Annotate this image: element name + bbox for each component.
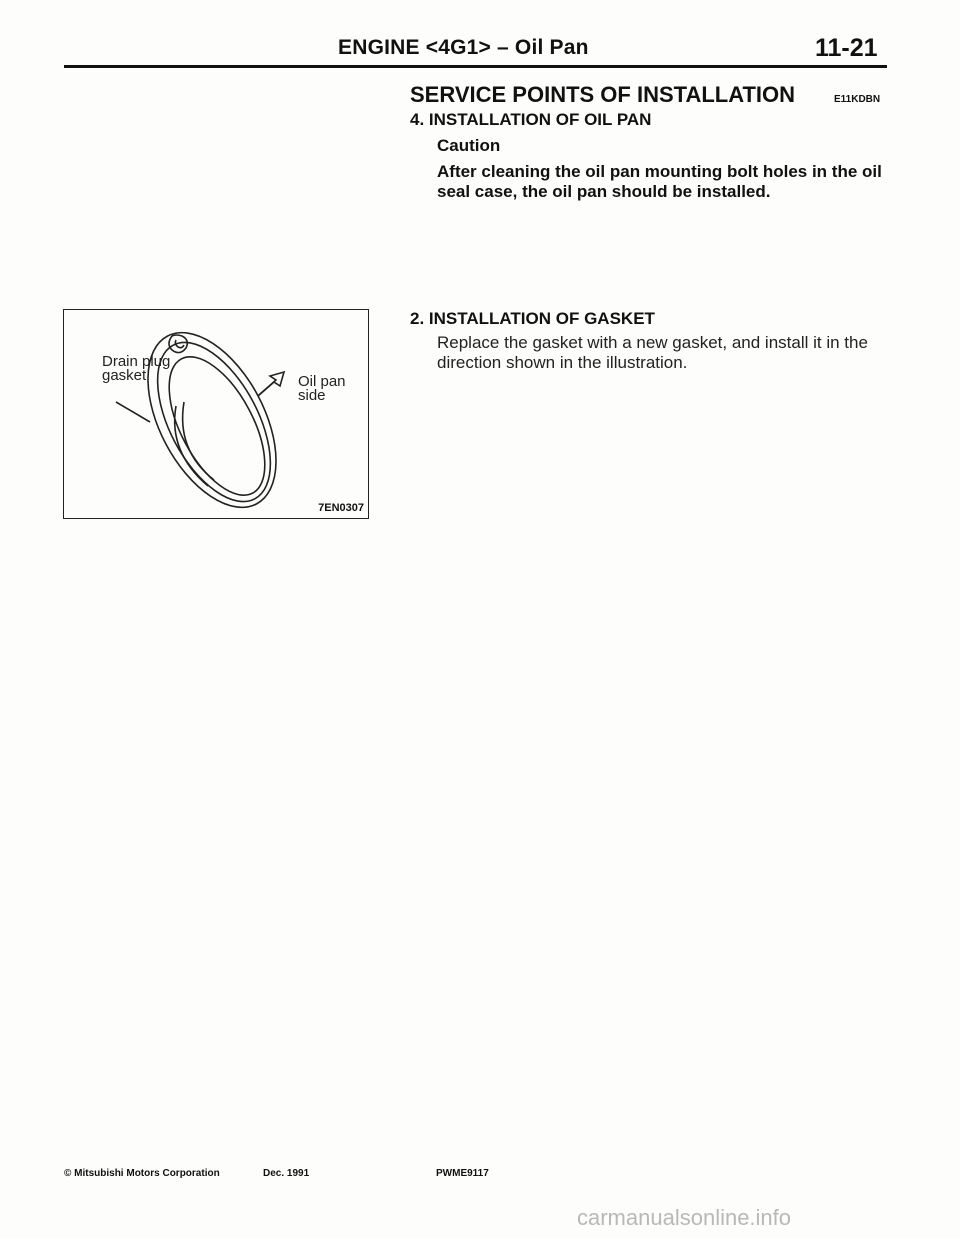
page-number: 11-21 (815, 34, 878, 62)
header-title: ENGINE <4G1> – Oil Pan (338, 36, 589, 59)
gasket-illustration (63, 309, 369, 519)
step-2-heading: 2. INSTALLATION OF GASKET (410, 309, 655, 328)
caution-text: After cleaning the oil pan mounting bolt holes in the oil seal case, the oil pan should be installed. (437, 162, 882, 201)
figure-code: 7EN0307 (318, 502, 364, 514)
header-rule (64, 65, 887, 68)
label-drain-plug: Drain plug (102, 353, 171, 370)
watermark: carmanualsonline.info (577, 1205, 792, 1230)
label-oil-pan: Oil pan (298, 373, 346, 390)
label-gasket: gasket (102, 367, 147, 384)
caution-label: Caution (437, 136, 501, 155)
footer-copyright: © Mitsubishi Motors Corporation (64, 1168, 220, 1179)
section-code: E11KDBN (834, 94, 881, 105)
step-2-text: Replace the gasket with a new gasket, and install it in the direction shown in the illustration. (437, 333, 868, 372)
gasket-drawing (64, 310, 370, 520)
section-title: SERVICE POINTS OF INSTALLATION (410, 82, 796, 107)
footer-date: Dec. 1991 (263, 1168, 310, 1179)
footer-doc-id: PWME9117 (436, 1168, 489, 1179)
step-4-heading: 4. INSTALLATION OF OIL PAN (410, 110, 652, 129)
label-side: side (298, 387, 326, 404)
